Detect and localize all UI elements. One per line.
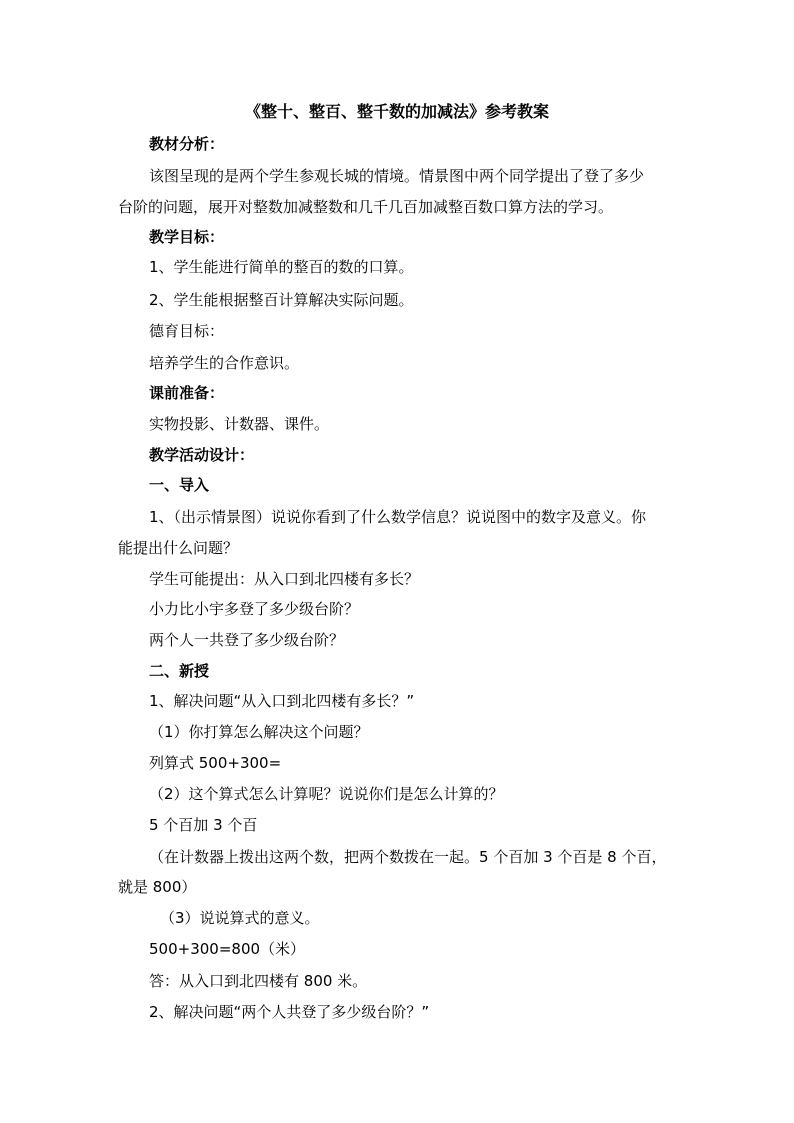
paragraph-line: 培养学生的合作意识。	[149, 354, 300, 372]
paragraph-line: 5 个百加 3 个百	[149, 816, 258, 834]
paragraph-line: 台阶的问题，展开对整数加减整数和几千几百加减整百数口算方法的学习。	[118, 198, 614, 216]
paragraph-line: （在计数器上拨出这两个数，把两个数拨在一起。5 个百加 3 个百是 8 个百，	[149, 848, 667, 866]
paragraph-line: 2、学生能根据整百计算解决实际问题。	[149, 291, 414, 309]
paragraph-line: 能提出什么问题？	[118, 539, 239, 557]
paragraph-line: 学生可能提出：从入口到北四楼有多长？	[149, 570, 420, 588]
paragraph-line: 答：从入口到北四楼有 800 米。	[149, 972, 368, 990]
section-heading-goals: 教学目标：	[149, 228, 225, 246]
section-heading-materials: 教材分析：	[149, 135, 225, 153]
paragraph-line: （3）说说算式的意义。	[160, 909, 320, 927]
paragraph-line: 实物投影、计数器、课件。	[149, 415, 330, 433]
paragraph-line: 1、（出示情景图）说说你看到了什么数学信息？说说图中的数字及意义。你	[149, 508, 647, 526]
paragraph-line: 就是 800）	[118, 878, 197, 896]
paragraph-line: 2、解决问题“两个人共登了多少级台阶？”	[149, 1003, 430, 1021]
paragraph-line: 该图呈现的是两个学生参观长城的情境。情景图中两个同学提出了登了多少	[149, 167, 645, 185]
section-heading-new-lesson: 二、新授	[149, 662, 210, 680]
section-heading-intro: 一、导入	[149, 476, 210, 494]
paragraph-line: 两个人一共登了多少级台阶？	[149, 631, 345, 649]
section-heading-activity-design: 教学活动设计：	[149, 446, 255, 464]
document-title: 《整十、整百、整千数的加减法》参考教案	[244, 102, 549, 121]
section-heading-preparation: 课前准备：	[149, 384, 225, 402]
paragraph-line: 列算式 500+300=	[149, 754, 282, 772]
paragraph-line: 小力比小宇多登了多少级台阶？	[149, 600, 360, 618]
paragraph-line: 1、学生能进行简单的整百的数的口算。	[149, 258, 414, 276]
paragraph-line: （2）这个算式怎么计算呢？说说你们是怎么计算的？	[149, 785, 504, 803]
paragraph-line: 德育目标：	[149, 322, 225, 340]
paragraph-line: （1）你打算怎么解决这个问题？	[149, 723, 369, 741]
paragraph-line: 500+300=800（米）	[149, 940, 306, 958]
paragraph-line: 1、解决问题“从入口到北四楼有多长？”	[149, 692, 415, 710]
